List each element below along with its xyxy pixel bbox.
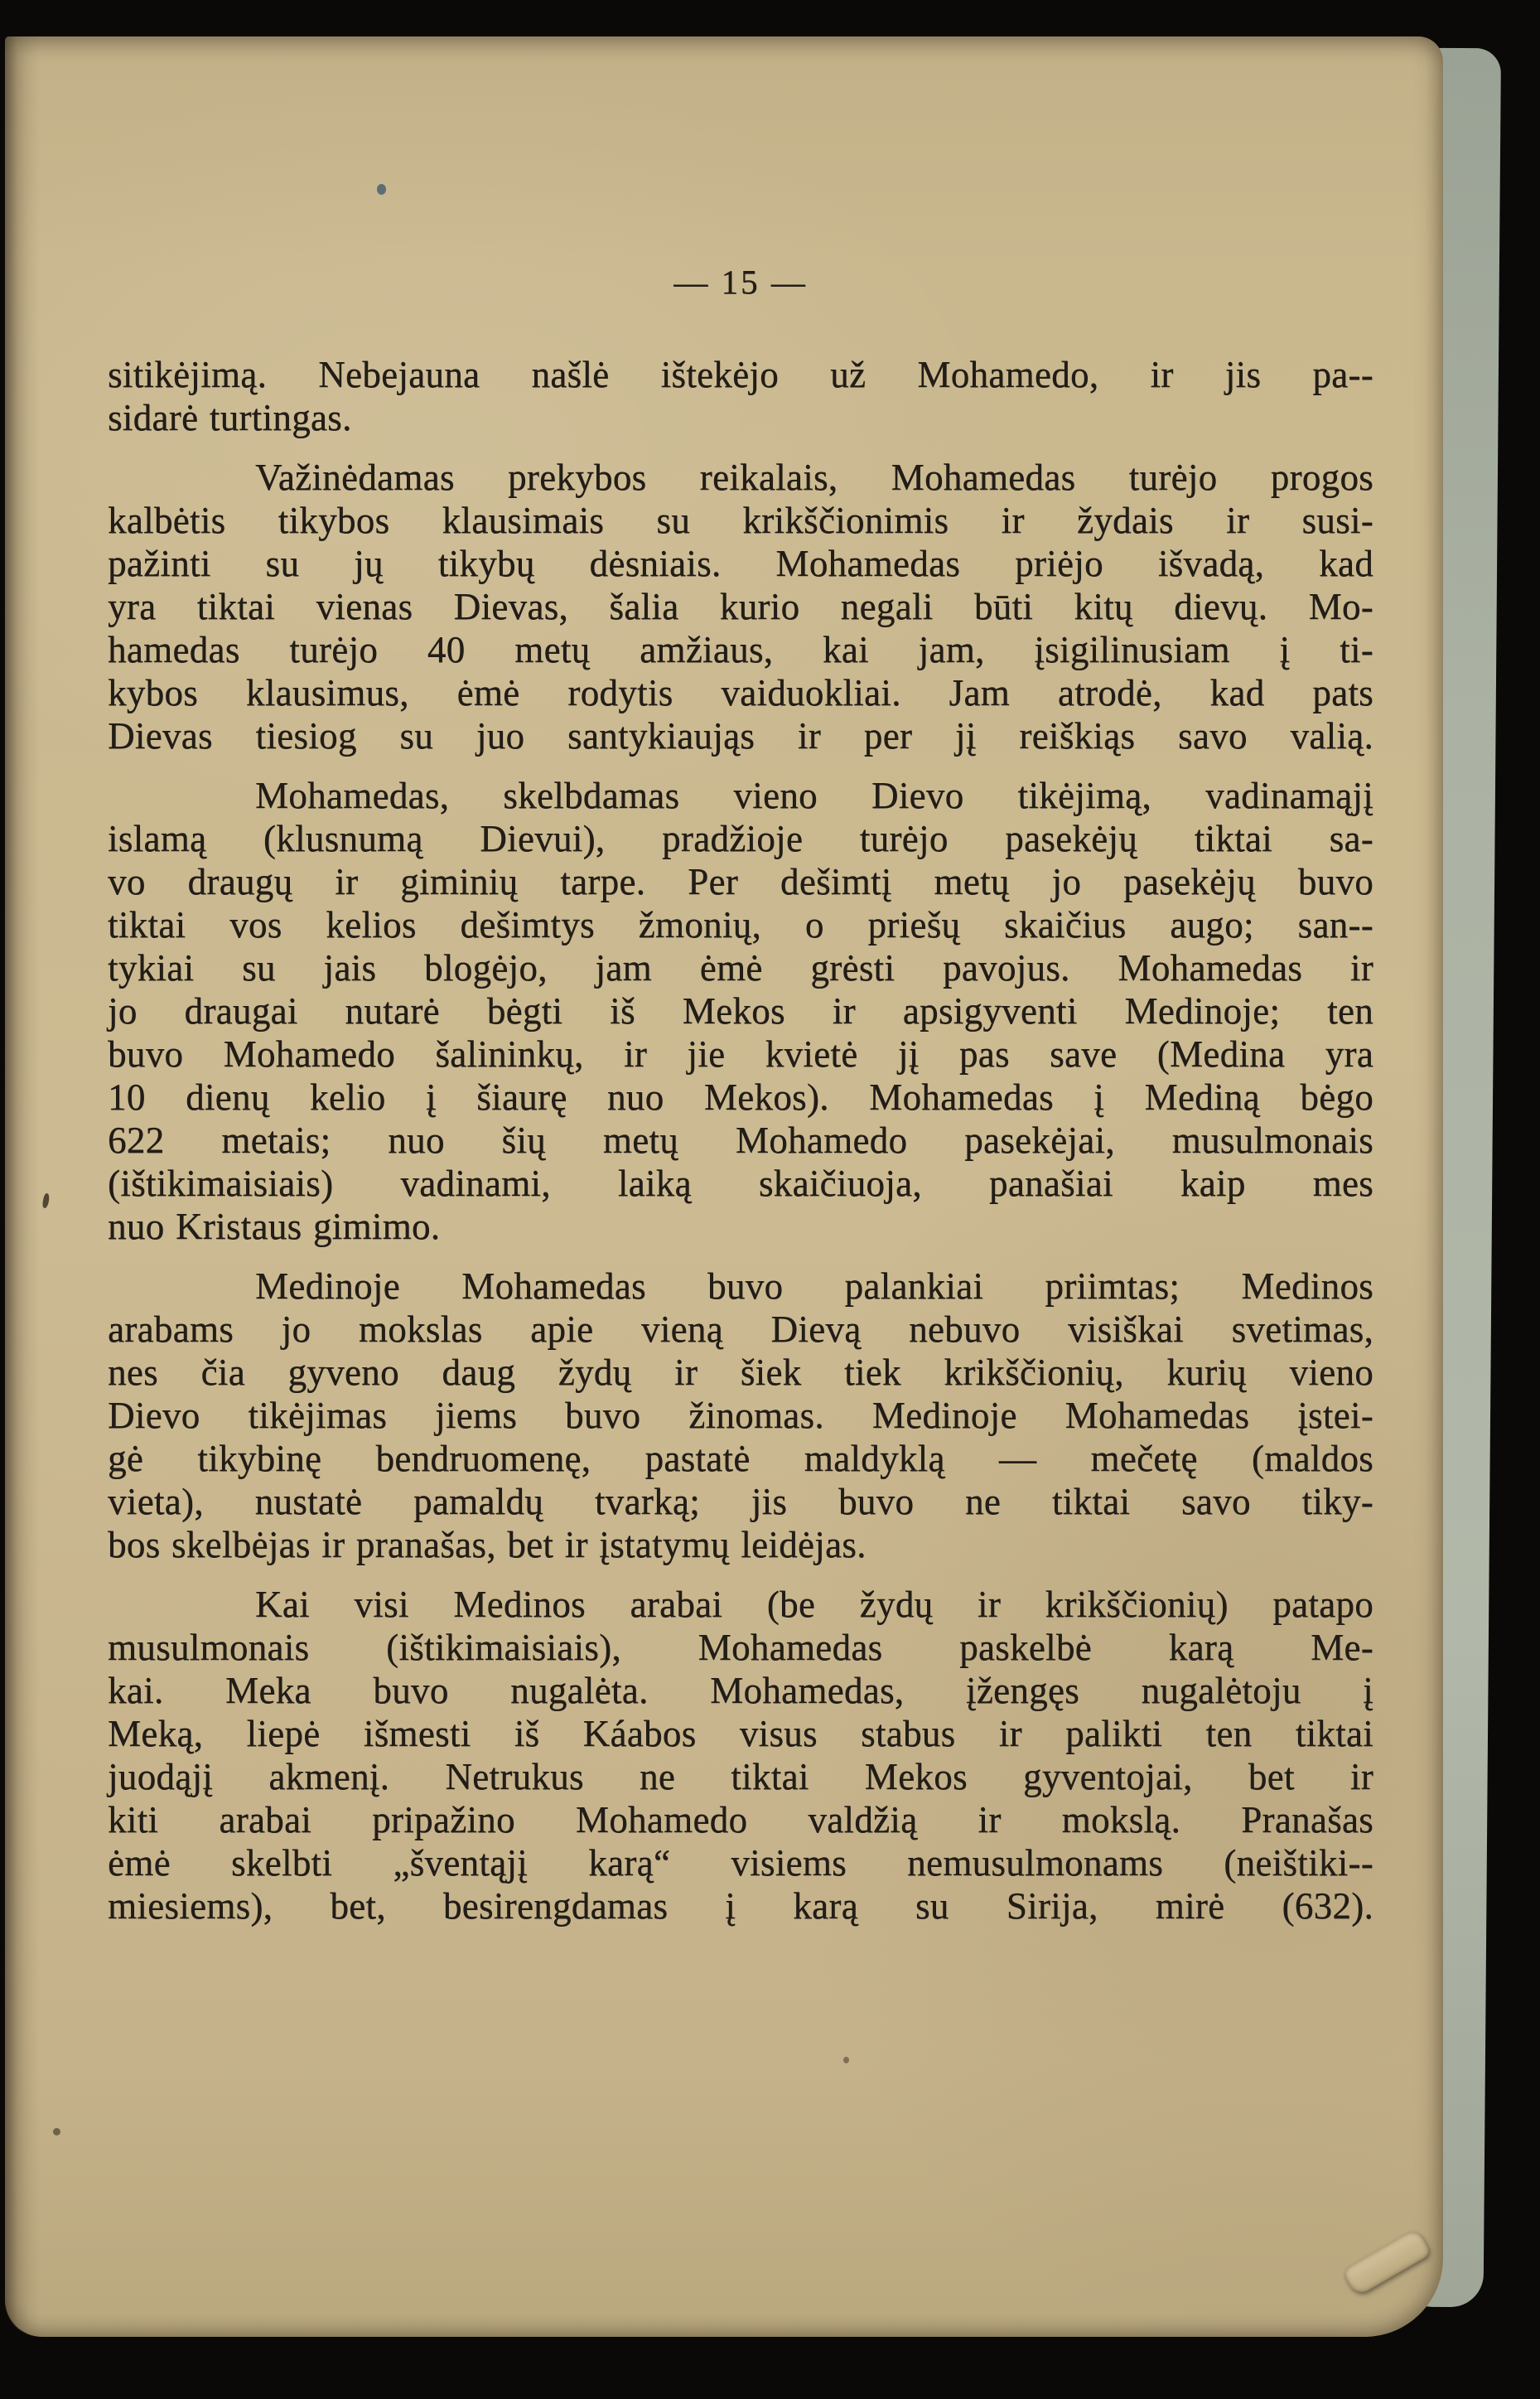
text-line: Dievo tikėjimas jiems buvo žinomas. Medinoje Mohamedas įstei-	[108, 1395, 1373, 1436]
text-line: 10 dienų kelio į šiaurę nuo Mekos). Mohamedas į Mediną bėgo	[108, 1076, 1373, 1118]
text-line: vieta), nustatė pamaldų tvarką; jis buvo ne tiktai savo tiky-	[108, 1481, 1373, 1522]
text-line: islamą (klusnumą Dievui), pradžioje turėjo pasekėjų tiktai sa-	[108, 818, 1373, 859]
text-line: tiktai vos kelios dešimtys žmonių, o priešų skaičius augo; san--	[108, 904, 1373, 946]
paper-speck	[377, 184, 386, 195]
text-line: Medinoje Mohamedas buvo palankiai priimtas; Medinos	[255, 1265, 1373, 1307]
page-number: — 15 —	[673, 263, 808, 301]
text-line: kiti arabai pripažino Mohamedo valdžią ir mokslą. Pranašas	[108, 1799, 1373, 1840]
text-line: pažinti su jų tikybų dėsniais. Mohamedas priėjo išvadą, kad	[108, 543, 1373, 584]
page-left-edge	[5, 36, 40, 2337]
text-line: ėmė skelbti „šventąjį karą“ visiems nemusulmonams (neištiki--	[108, 1842, 1373, 1884]
text-line: Kai visi Medinos arabai (be žydų ir krikščionių) patapo	[255, 1584, 1373, 1625]
text-line: buvo Mohamedo šalininkų, ir jie kvietė jį pas save (Medina yra	[108, 1033, 1373, 1075]
text-line: gė tikybinę bendruomenę, pastatė maldyklą — mečetę (maldos	[108, 1438, 1373, 1479]
text-line: jo draugai nutarė bėgti iš Mekos ir apsigyventi Medinoje; ten	[108, 990, 1373, 1032]
text-line: Važinėdamas prekybos reikalais, Mohamedas turėjo progos	[255, 457, 1373, 498]
text-line: sitikėjimą. Nebejauna našlė ištekėjo už Mohamedo, ir jis pa--	[108, 354, 1373, 395]
text-line: sidarė turtingas.	[108, 397, 352, 438]
text-line: Meką, liepė išmesti iš Káabos visus stabus ir palikti ten tiktai	[108, 1713, 1373, 1754]
text-line: vo draugų ir giminių tarpe. Per dešimtį metų jo pasekėjų buvo	[108, 861, 1373, 902]
text-line: (ištikimaisiais) vadinami, laiką skaičiuoja, panašiai kaip mes	[108, 1163, 1373, 1204]
paragraph	[108, 456, 1373, 757]
text-line: Dievas tiesiog su juo santykiaująs ir per jį reiškiąs savo valią.	[108, 715, 1373, 757]
text-line: nes čia gyveno daug žydų ir šiek tiek krikščionių, kurių vieno	[108, 1352, 1373, 1393]
paper-speck	[53, 2128, 60, 2135]
text-line: hamedas turėjo 40 metų amžiaus, kai jam, įsigilinusiam į ti-	[108, 629, 1373, 670]
text-line: juodąjį akmenį. Netrukus ne tiktai Mekos gyventojai, bet ir	[108, 1756, 1373, 1797]
book-page	[5, 36, 1443, 2337]
paper-speck	[843, 2057, 849, 2063]
paragraph	[108, 353, 1373, 439]
text-block	[108, 353, 1373, 1927]
text-line: musulmonais (ištikimaisiais), Mohamedas paskelbė karą Me-	[108, 1627, 1373, 1668]
text-line: kybos klausimus, ėmė rodytis vaiduokliai. Jam atrodė, kad pats	[108, 672, 1373, 713]
text-line: yra tiktai vienas Dievas, šalia kurio negali būti kitų dievų. Mo-	[108, 586, 1373, 627]
paragraph	[108, 1265, 1373, 1566]
text-line: nuo Kristaus gimimo.	[108, 1206, 441, 1247]
text-line: kalbėtis tikybos klausimais su krikščionimis ir žydais ir susi-	[108, 500, 1373, 541]
text-line: 622 metais; nuo šių metų Mohamedo pasekėjai, musulmonais	[108, 1120, 1373, 1161]
text-line: bos skelbėjas ir pranašas, bet ir įstatymų leidėjas.	[108, 1524, 867, 1565]
text-line: miesiems), bet, besirengdamas į karą su Sirija, mirė (632).	[108, 1885, 1373, 1927]
paper-speck	[41, 1192, 51, 1208]
text-line: arabams jo mokslas apie vieną Dievą nebuvo visiškai svetimas,	[108, 1308, 1373, 1350]
paragraph	[108, 774, 1373, 1248]
text-line: Mohamedas, skelbdamas vieno Dievo tikėjimą, vadinamąjį	[255, 775, 1373, 816]
paragraph	[108, 1583, 1373, 1927]
text-line: kai. Meka buvo nugalėta. Mohamedas, įžengęs nugalėtoju į	[108, 1670, 1373, 1711]
text-line: tykiai su jais blogėjo, jam ėmė grėsti pavojus. Mohamedas ir	[108, 947, 1373, 989]
